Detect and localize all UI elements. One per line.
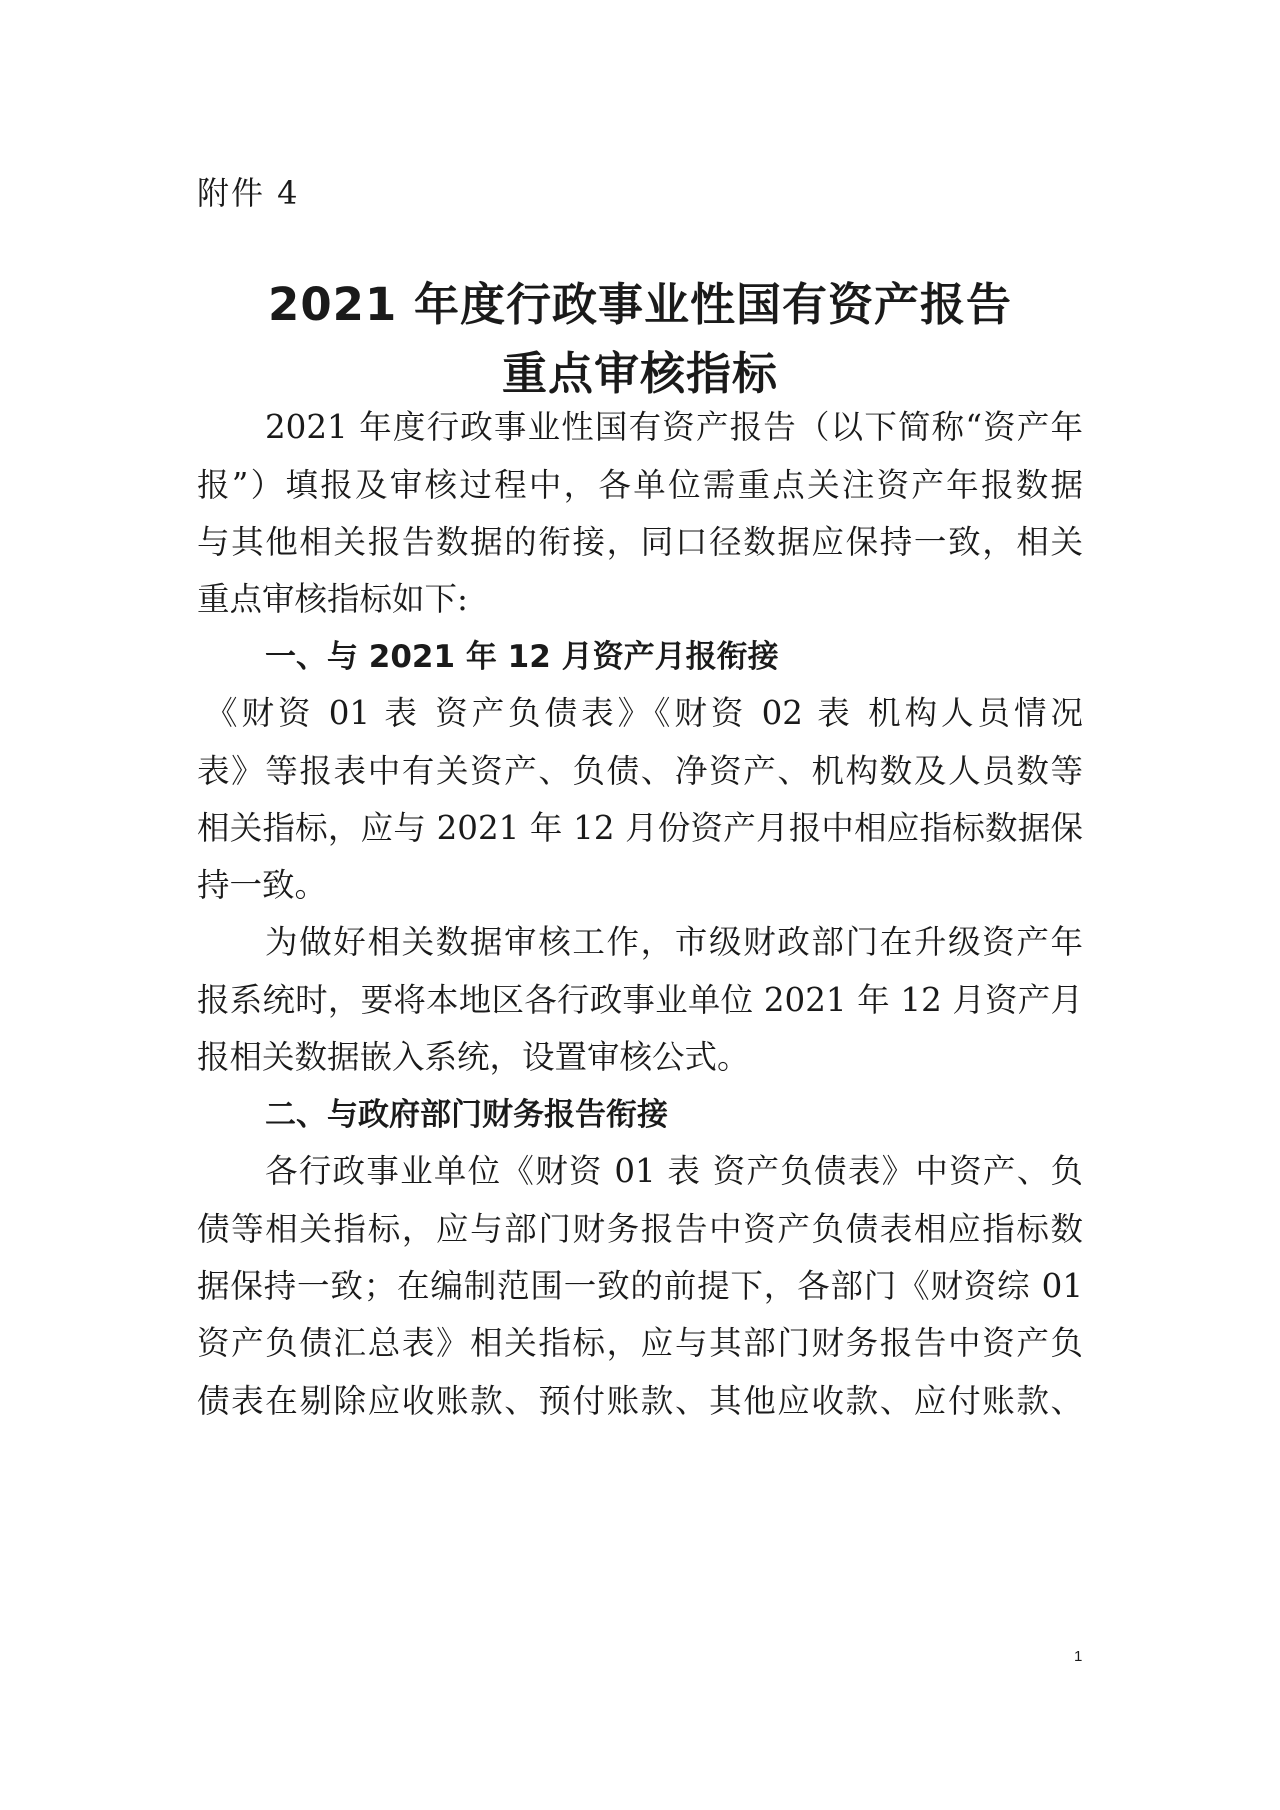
intro-line-3: 与其他相关报告数据的衔接，同口径数据应保持一致，相关: [197, 523, 1083, 561]
section-1-para-2-line-1: 为做好相关数据审核工作，市级财政部门在升级资产年: [265, 923, 1083, 961]
attachment-label: 附件 4: [197, 174, 300, 212]
section-2-para-1-line-4: 资产负债汇总表》相关指标，应与其部门财务报告中资产负: [197, 1324, 1083, 1362]
section-2-para-1-line-1: 各行政事业单位《财资 01 表 资产负债表》中资产、负: [265, 1152, 1083, 1190]
intro-line-1: 2021 年度行政事业性国有资产报告（以下简称“资产年: [265, 408, 1083, 446]
section-2-para-1-line-5: 债表在剔除应收账款、预付账款、其他应收款、应付账款、: [197, 1382, 1083, 1420]
intro-line-2: 报”）填报及审核过程中，各单位需重点关注资产年报数据: [197, 466, 1083, 504]
section-1-para-1-line-2: 表》等报表中有关资产、负债、净资产、机构数及人员数等: [197, 752, 1083, 790]
section-1-para-1-line-1: 《财资 01 表 资产负债表》《财资 02 表 机构人员情况: [205, 694, 1083, 732]
intro-line-4: 重点审核指标如下:: [197, 580, 468, 618]
page-number: 1: [1074, 1648, 1083, 1665]
document-title-line-1: 2021 年度行政事业性国有资产报告: [268, 278, 1012, 331]
section-2-para-1-line-2: 债等相关指标，应与部门财务报告中资产负债表相应指标数: [197, 1210, 1083, 1248]
section-2-para-1-line-3: 据保持一致；在编制范围一致的前提下，各部门《财资综 01: [197, 1267, 1083, 1305]
section-1-para-2-line-2: 报系统时，要将本地区各行政事业单位 2021 年 12 月资产月: [197, 981, 1083, 1019]
section-1-para-1-line-4: 持一致。: [197, 866, 328, 904]
section-1-para-2-line-3: 报相关数据嵌入系统，设置审核公式。: [197, 1038, 750, 1076]
section-1-para-1-line-3: 相关指标，应与 2021 年 12 月份资产月报中相应指标数据保: [197, 809, 1083, 847]
section-1-heading: 一、与 2021 年 12 月资产月报衔接: [265, 639, 779, 675]
section-2-heading: 二、与政府部门财务报告衔接: [265, 1097, 668, 1133]
document-title-line-2: 重点审核指标: [501, 347, 778, 400]
